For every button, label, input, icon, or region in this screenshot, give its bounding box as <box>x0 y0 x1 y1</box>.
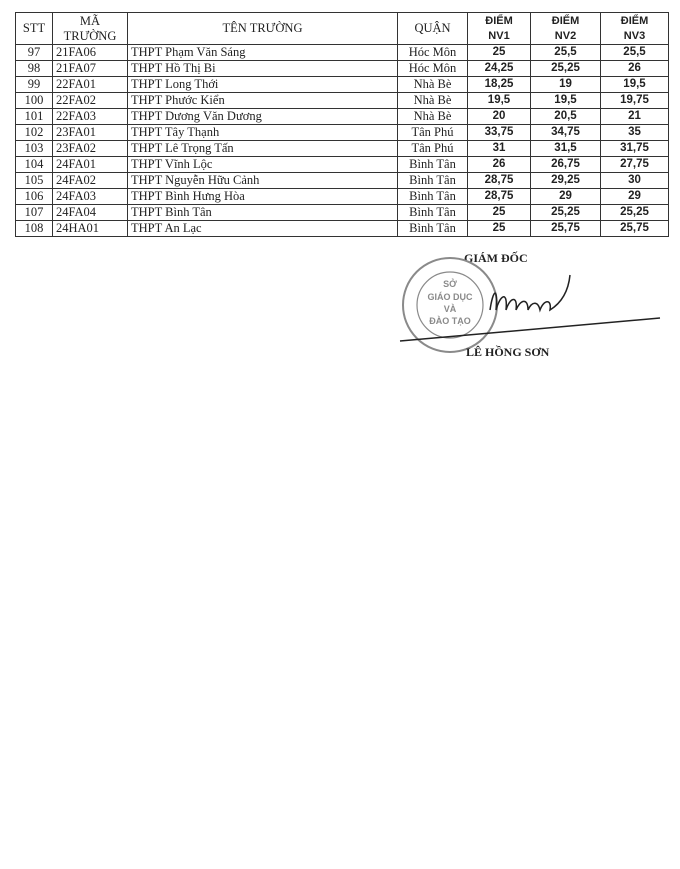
cell-nv2: 25,25 <box>531 61 601 77</box>
stamp-text-giao-duc: GIÁO DỤC <box>427 292 473 302</box>
cell-ten: THPT Lê Trọng Tấn <box>128 141 398 157</box>
cell-ten: THPT Phước Kiển <box>128 93 398 109</box>
table-row <box>16 205 669 221</box>
header-ten-truong: TÊN TRƯỜNG <box>128 13 398 45</box>
cell-stt: 108 <box>16 221 53 237</box>
cell-ma: 24FA04 <box>53 205 128 221</box>
table-row <box>16 109 669 125</box>
header-ma-line1: MÃ <box>79 13 101 28</box>
cell-ten: THPT Hồ Thị Bi <box>128 61 398 77</box>
table-row <box>16 141 669 157</box>
cell-quan: Nhà Bè <box>398 77 468 93</box>
cell-stt: 105 <box>16 173 53 189</box>
cell-stt: 107 <box>16 205 53 221</box>
cell-nv3: 26 <box>601 61 669 77</box>
stamp-text-va: VÀ <box>443 304 457 314</box>
cell-ma: 23FA02 <box>53 141 128 157</box>
table-row <box>16 125 669 141</box>
cell-stt: 102 <box>16 125 53 141</box>
cell-ten: THPT An Lạc <box>128 221 398 237</box>
header-nv1-line1: ĐIỂM <box>485 14 513 27</box>
cell-nv3: 30 <box>601 173 669 189</box>
header-nv2-line1: ĐIỂM <box>551 14 580 27</box>
cell-quan: Tân Phú <box>398 125 468 141</box>
cell-stt: 101 <box>16 109 53 125</box>
cell-nv1: 24,25 <box>468 61 531 77</box>
cell-nv3: 19,5 <box>601 77 669 93</box>
header-nv1-line2: NV1 <box>488 29 510 42</box>
cell-ma: 21FA07 <box>53 61 128 77</box>
cell-nv3: 21 <box>601 109 669 125</box>
cell-ma: 24HA01 <box>53 221 128 237</box>
cell-nv2: 25,25 <box>531 205 601 221</box>
cell-stt: 99 <box>16 77 53 93</box>
cell-ten: THPT Nguyễn Hữu Cảnh <box>128 173 398 189</box>
cell-quan: Hóc Môn <box>398 61 468 77</box>
cell-stt: 97 <box>16 45 53 61</box>
stamp-text-so: SỞ <box>443 279 457 289</box>
cell-ma: 22FA03 <box>53 109 128 125</box>
cell-stt: 98 <box>16 61 53 77</box>
cell-nv2: 29,25 <box>531 173 601 189</box>
cell-nv2: 29 <box>531 189 601 205</box>
cell-nv3: 27,75 <box>601 157 669 173</box>
cell-ten: THPT Long Thới <box>128 77 398 93</box>
cell-ten: THPT Vĩnh Lộc <box>128 157 398 173</box>
cell-nv3: 29 <box>601 189 669 205</box>
table-row <box>16 61 669 77</box>
cell-nv2: 26,75 <box>531 157 601 173</box>
cell-nv1: 19,5 <box>468 93 531 109</box>
cell-ma: 21FA06 <box>53 45 128 61</box>
cell-quan: Bình Tân <box>398 173 468 189</box>
table-row <box>16 173 669 189</box>
cell-ten: THPT Tây Thạnh <box>128 125 398 141</box>
cell-stt: 104 <box>16 157 53 173</box>
header-nv3-line1: ĐIỂM <box>620 14 649 27</box>
cell-nv1: 26 <box>468 157 531 173</box>
cell-nv2: 31,5 <box>531 141 601 157</box>
cell-nv2: 19 <box>531 77 601 93</box>
cell-nv2: 34,75 <box>531 125 601 141</box>
cell-ten: THPT Bình Hưng Hòa <box>128 189 398 205</box>
cell-nv3: 31,75 <box>601 141 669 157</box>
signature-scribble-icon <box>490 275 570 310</box>
cell-stt: 100 <box>16 93 53 109</box>
table-row <box>16 45 669 61</box>
cell-quan: Bình Tân <box>398 221 468 237</box>
cell-ma: 22FA02 <box>53 93 128 109</box>
cell-nv1: 31 <box>468 141 531 157</box>
cell-nv1: 28,75 <box>468 189 531 205</box>
cell-ma: 22FA01 <box>53 77 128 93</box>
cell-quan: Bình Tân <box>398 189 468 205</box>
cell-nv3: 19,75 <box>601 93 669 109</box>
cell-nv1: 25 <box>468 205 531 221</box>
admission-score-table <box>15 12 669 237</box>
cell-nv1: 28,75 <box>468 173 531 189</box>
header-ma-truong <box>53 13 128 45</box>
cell-quan: Tân Phú <box>398 141 468 157</box>
cell-nv2: 19,5 <box>531 93 601 109</box>
table-row <box>16 157 669 173</box>
cell-nv1: 25 <box>468 45 531 61</box>
table-row <box>16 77 669 93</box>
cell-ten: THPT Phạm Văn Sáng <box>128 45 398 61</box>
table-header-row <box>16 13 669 45</box>
cell-nv2: 25,75 <box>531 221 601 237</box>
cell-nv1: 33,75 <box>468 125 531 141</box>
header-nv3-line2: NV3 <box>623 29 646 42</box>
header-nv2-line2: NV2 <box>554 29 577 42</box>
cell-ten: THPT Bình Tân <box>128 205 398 221</box>
cell-quan: Nhà Bè <box>398 109 468 125</box>
cell-quan: Hóc Môn <box>398 45 468 61</box>
cell-nv3: 35 <box>601 125 669 141</box>
cell-stt: 103 <box>16 141 53 157</box>
cell-nv3: 25,75 <box>601 221 669 237</box>
cell-stt: 106 <box>16 189 53 205</box>
table-row <box>16 189 669 205</box>
cell-quan: Nhà Bè <box>398 93 468 109</box>
cell-nv1: 20 <box>468 109 531 125</box>
cell-nv1: 18,25 <box>468 77 531 93</box>
cell-ten: THPT Dương Văn Dương <box>128 109 398 125</box>
cell-nv1: 25 <box>468 221 531 237</box>
stamp-text-dao-tao: ĐÀO TẠO <box>429 316 471 326</box>
header-stt: STT <box>16 13 53 45</box>
cell-nv2: 20,5 <box>531 109 601 125</box>
cell-nv3: 25,25 <box>601 205 669 221</box>
table-row <box>16 221 669 237</box>
header-nv2 <box>531 13 601 45</box>
header-ma-line2: TRƯỜNG <box>63 28 117 43</box>
cell-quan: Bình Tân <box>398 205 468 221</box>
cell-nv2: 25,5 <box>531 45 601 61</box>
table-row <box>16 93 669 109</box>
cell-nv3: 25,5 <box>601 45 669 61</box>
cell-ma: 24FA01 <box>53 157 128 173</box>
signer-name: LÊ HỒNG SƠN <box>466 345 550 359</box>
cell-ma: 24FA03 <box>53 189 128 205</box>
header-nv1 <box>468 13 531 45</box>
header-quan: QUẬN <box>398 13 468 45</box>
signature-title: GIÁM ĐỐC <box>464 251 528 265</box>
cell-ma: 24FA02 <box>53 173 128 189</box>
cell-ma: 23FA01 <box>53 125 128 141</box>
cell-quan: Bình Tân <box>398 157 468 173</box>
header-nv3 <box>601 13 669 45</box>
